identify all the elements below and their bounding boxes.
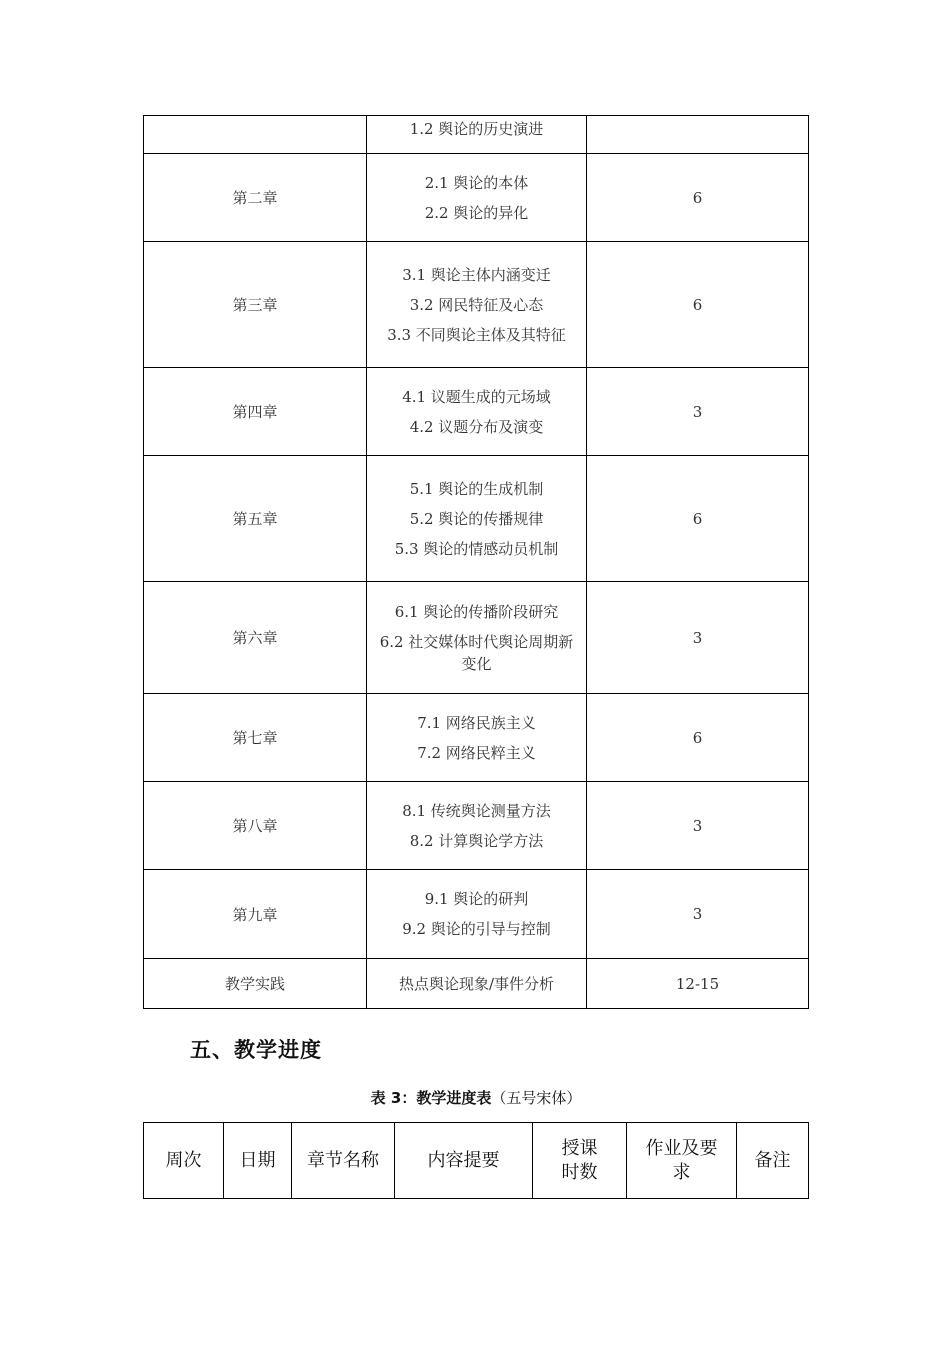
table-row — [144, 154, 809, 242]
chapter-hours-table — [143, 115, 809, 1009]
topic-line: 5.3 舆论的情感动员机制 — [394, 539, 559, 558]
chapter-cell: 第五章 — [144, 456, 367, 582]
topic-line: 2.1 舆论的本体 — [424, 173, 529, 192]
chapter-cell: 第六章 — [144, 582, 367, 694]
topic-line: 3.2 网民特征及心态 — [409, 295, 544, 314]
hours-cell: 12-15 — [587, 959, 809, 1009]
chapter-cell: 第七章 — [144, 694, 367, 782]
caption-title: 表 3：教学进度表 — [370, 1089, 492, 1107]
chapter-cell: 第二章 — [144, 154, 367, 242]
header-remarks: 备注 — [737, 1123, 809, 1199]
topic-line: 5.1 舆论的生成机制 — [409, 479, 544, 498]
schedule-header-row — [144, 1123, 809, 1199]
header-week: 周次 — [144, 1123, 224, 1199]
table-row — [144, 368, 809, 456]
topics-cell — [367, 456, 587, 582]
topic-line: 8.2 计算舆论学方法 — [409, 831, 544, 850]
topics-cell — [367, 694, 587, 782]
topic-line: 5.2 舆论的传播规律 — [409, 509, 544, 528]
topic-line: 1.2 舆论的历史演进 — [409, 120, 544, 138]
hours-cell — [587, 116, 809, 154]
chapter-cell: 教学实践 — [144, 959, 367, 1009]
hours-cell: 3 — [587, 870, 809, 959]
hours-cell: 6 — [587, 154, 809, 242]
caption-note: （五号宋体） — [491, 1089, 582, 1107]
topics-cell — [367, 582, 587, 694]
hours-cell: 3 — [587, 368, 809, 456]
topic-line: 4.1 议题生成的元场域 — [402, 387, 551, 406]
chapter-cell: 第三章 — [144, 242, 367, 368]
hours-cell: 6 — [587, 694, 809, 782]
table-row — [144, 242, 809, 368]
topic-line: 3.1 舆论主体内涵变迁 — [402, 265, 551, 284]
header-date: 日期 — [224, 1123, 292, 1199]
hours-cell: 3 — [587, 582, 809, 694]
hours-cell: 3 — [587, 782, 809, 870]
topic-line: 7.1 网络民族主义 — [417, 713, 536, 732]
topic-line: 4.2 议题分布及演变 — [409, 417, 544, 436]
topics-cell — [367, 870, 587, 959]
topic-line: 6.2 社交媒体时代舆论周期新变化 — [379, 632, 574, 673]
hours-cell: 6 — [587, 242, 809, 368]
topics-cell — [367, 782, 587, 870]
section-heading: 五、教学进度 — [190, 1038, 322, 1062]
header-teaching-hours: 授课时数 — [533, 1123, 627, 1199]
table-row — [144, 959, 809, 1009]
topic-line: 9.2 舆论的引导与控制 — [402, 920, 551, 938]
chapter-cell: 第四章 — [144, 368, 367, 456]
chapter-cell: 第九章 — [144, 870, 367, 959]
header-content-summary: 内容提要 — [395, 1123, 533, 1199]
topic-line: 3.3 不同舆论主体及其特征 — [387, 325, 566, 344]
table-caption — [0, 1087, 952, 1108]
hours-cell: 6 — [587, 456, 809, 582]
topics-cell — [367, 959, 587, 1009]
topics-cell — [367, 242, 587, 368]
topic-line: 9.1 舆论的研判 — [424, 890, 529, 908]
topics-cell — [367, 154, 587, 242]
topic-line: 8.1 传统舆论测量方法 — [402, 801, 551, 820]
table-row — [144, 782, 809, 870]
table-row — [144, 694, 809, 782]
topic-line: 7.2 网络民粹主义 — [417, 743, 536, 762]
header-homework: 作业及要求 — [627, 1123, 737, 1199]
topic-line: 2.2 舆论的异化 — [424, 203, 529, 222]
topic-line: 热点舆论现象/事件分析 — [398, 974, 555, 993]
table-row — [144, 870, 809, 959]
chapter-cell — [144, 116, 367, 154]
topics-cell — [367, 116, 587, 154]
chapter-cell: 第八章 — [144, 782, 367, 870]
table-row — [144, 582, 809, 694]
header-chapter-name: 章节名称 — [292, 1123, 395, 1199]
topic-line: 6.1 舆论的传播阶段研究 — [394, 602, 559, 621]
schedule-table — [143, 1122, 809, 1199]
table-row — [144, 116, 809, 154]
topics-cell — [367, 368, 587, 456]
table-row — [144, 456, 809, 582]
